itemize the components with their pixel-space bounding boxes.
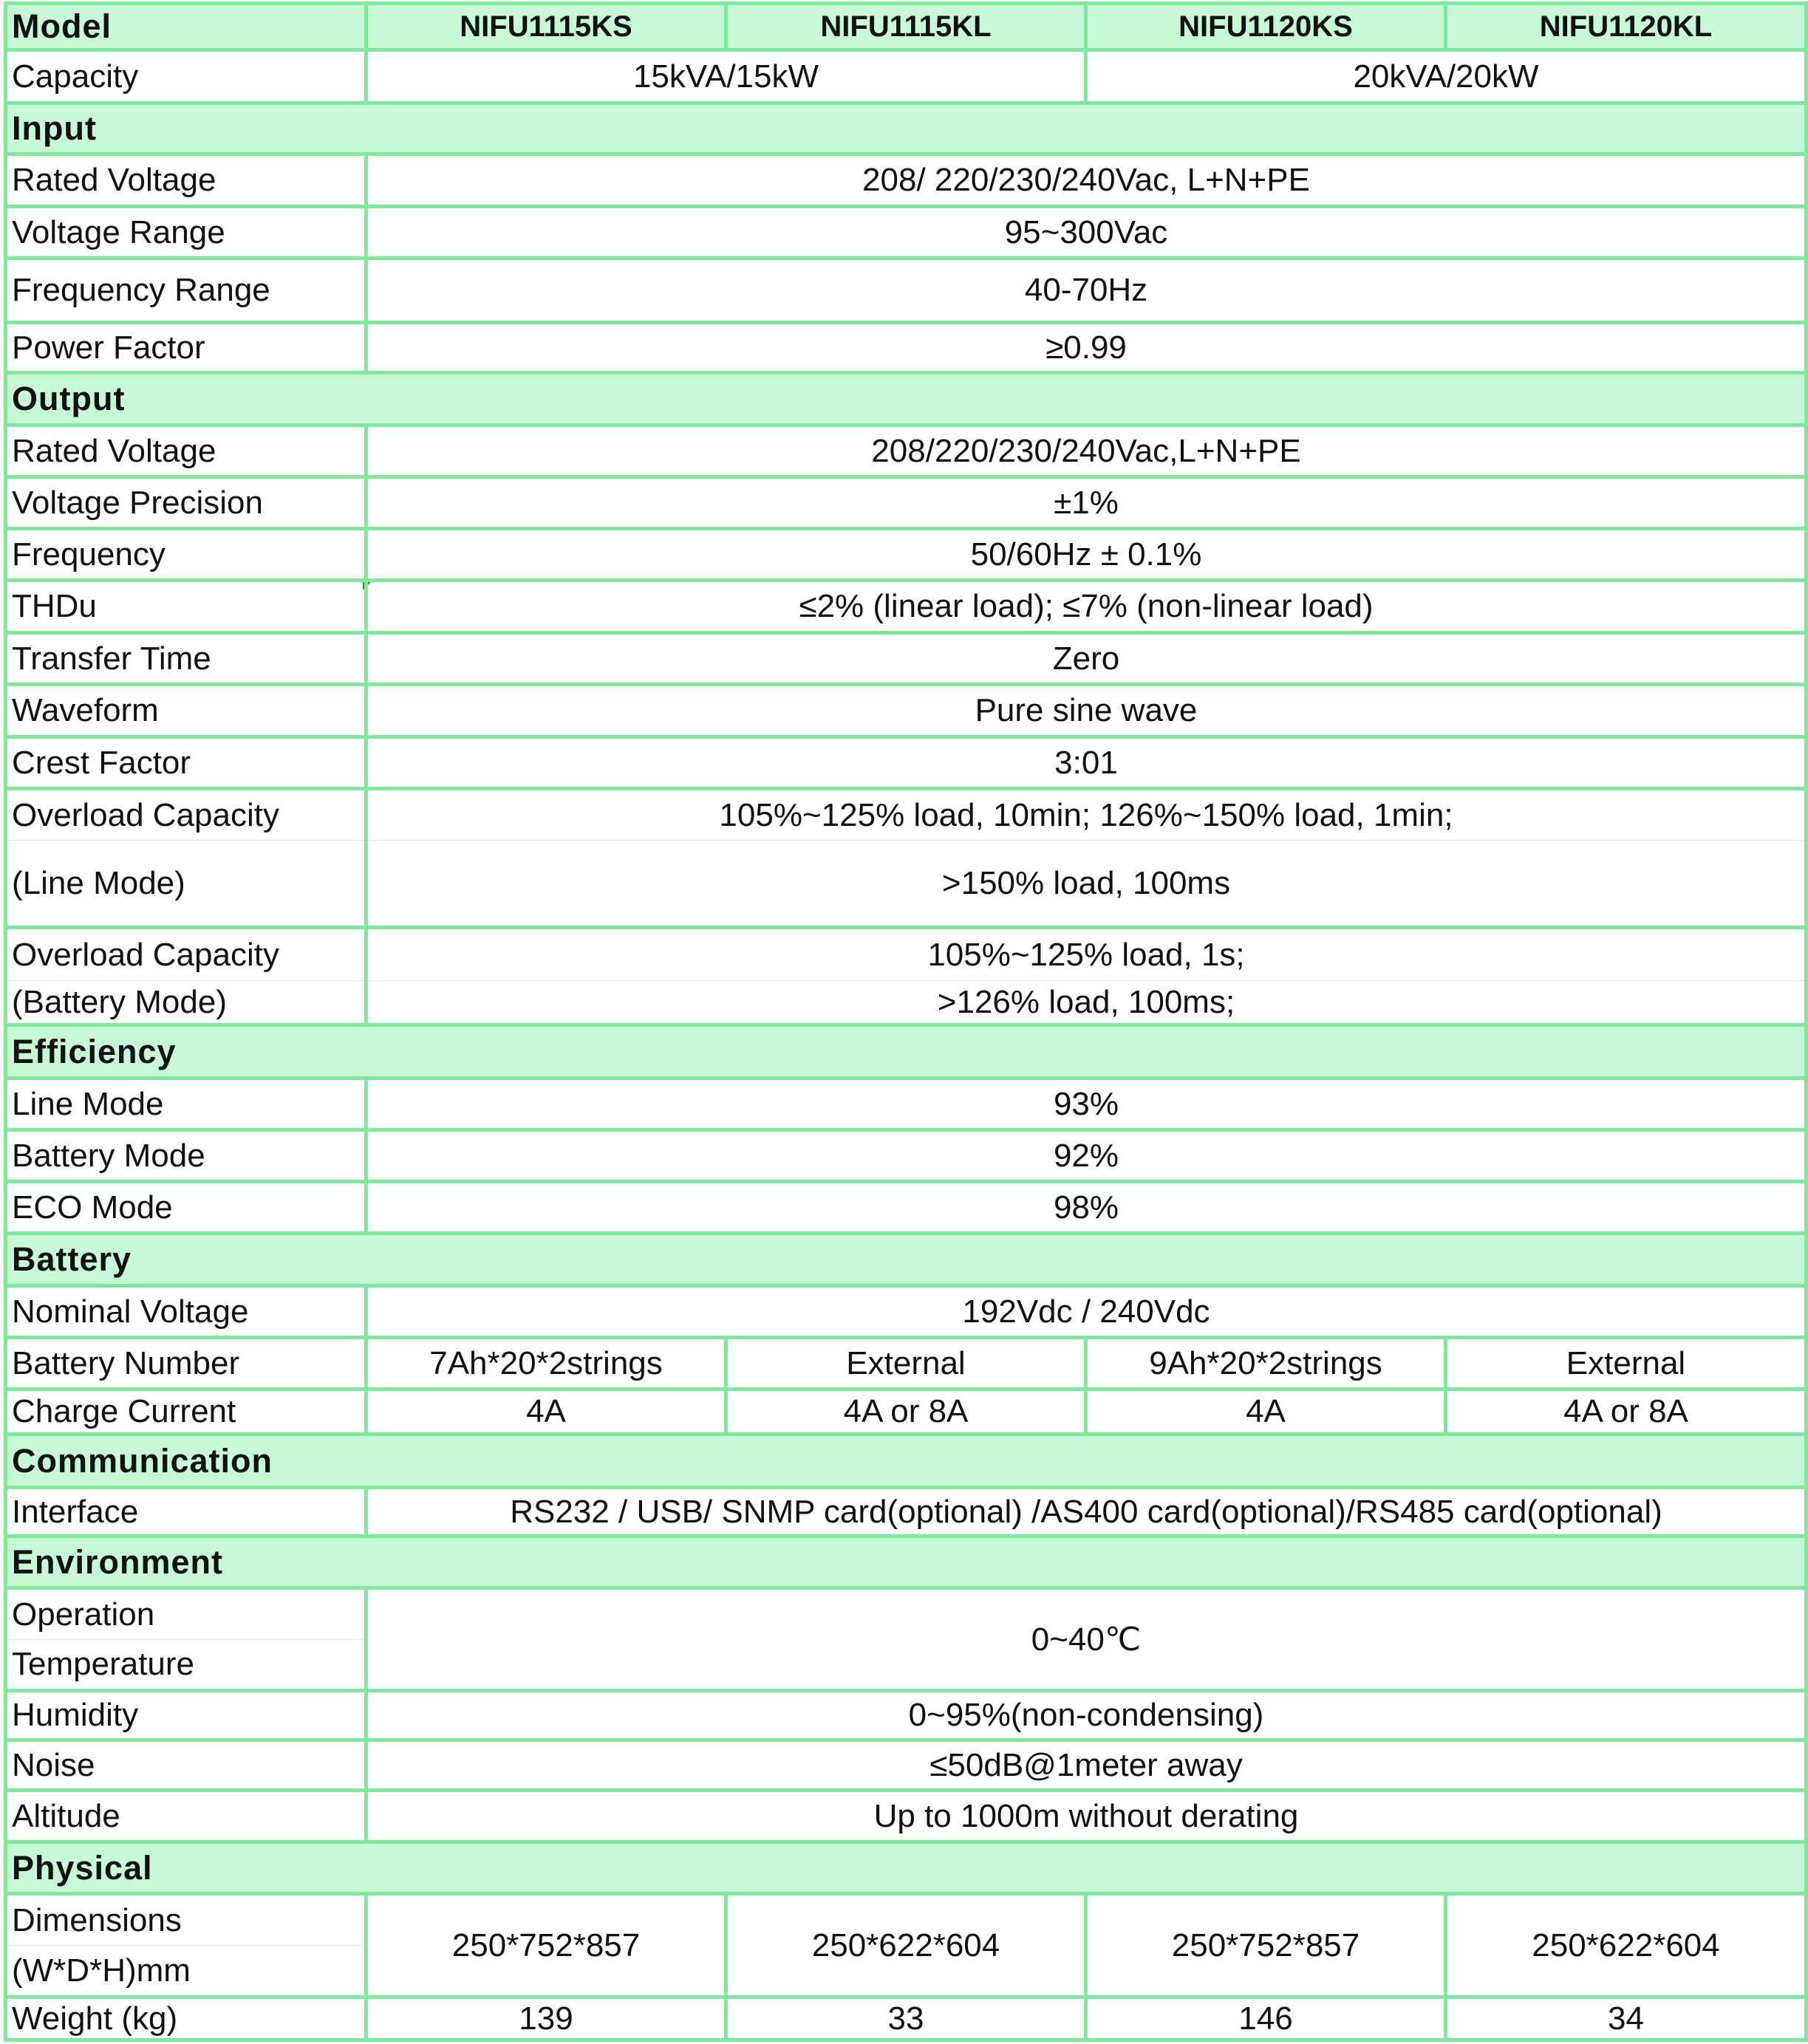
spec-table (4, 1, 1808, 2042)
row-label: Waveform (6, 685, 366, 737)
row-label: Voltage Precision (6, 477, 366, 529)
row-value: ±1% (366, 477, 1807, 529)
row-value: 98% (366, 1182, 1807, 1234)
row-label: Battery Number (6, 1338, 366, 1390)
row-value: RS232 / USB/ SNMP card(optional) /AS400 card(optional)/RS485 card(optional) (366, 1488, 1807, 1537)
model-header-row (6, 4, 1807, 50)
row-value: 208/ 220/230/240Vac, L+N+PE (366, 154, 1807, 207)
row-value: Pure sine wave (366, 685, 1807, 737)
row-value: 4A or 8A (1446, 1390, 1807, 1435)
spec-row (6, 529, 1807, 581)
row-value: 40-70Hz (366, 259, 1807, 323)
row-value: ≥0.99 (366, 323, 1807, 373)
row-label: Nominal Voltage (6, 1286, 366, 1338)
row-value: 250*622*604 (1446, 1894, 1807, 1997)
row-label: Dimensions (6, 1894, 366, 1946)
row-value: 105%~125% load, 10min; 126%~150% load, 1min; (366, 789, 1807, 841)
row-value: Zero (366, 633, 1807, 685)
spec-row (6, 581, 1807, 633)
row-label: Line Mode (6, 1079, 366, 1130)
row-label: Voltage Range (6, 207, 366, 259)
model-name: NIFU1115KS (366, 4, 726, 50)
spec-row (6, 154, 1807, 207)
row-label: Rated Voltage (6, 154, 366, 207)
row-value: Up to 1000m without derating (366, 1791, 1807, 1842)
spec-row (6, 323, 1807, 373)
row-label: Overload Capacity (6, 928, 366, 981)
spec-row (6, 477, 1807, 529)
spec-row (6, 981, 1807, 1025)
row-label: (Battery Mode) (6, 981, 366, 1025)
spec-row (6, 1791, 1807, 1842)
spec-row (6, 1691, 1807, 1740)
spec-row (6, 633, 1807, 685)
row-label: THDu (6, 581, 366, 633)
row-label: Crest Factor (6, 737, 366, 789)
row-value: 139 (366, 1997, 726, 2040)
row-value: >150% load, 100ms (366, 841, 1807, 928)
row-value: 34 (1446, 1997, 1807, 2040)
row-value: ≤2% (linear load); ≤7% (non-linear load) (366, 581, 1807, 633)
row-label: Charge Current (6, 1390, 366, 1435)
capacity-row (6, 50, 1807, 103)
row-label: ECO Mode (6, 1182, 366, 1234)
section-header-efficiency (6, 1025, 1807, 1079)
spec-row (6, 1079, 1807, 1130)
section-title: Battery (6, 1234, 1807, 1286)
row-label: Frequency (6, 529, 366, 581)
spec-row (6, 1740, 1807, 1791)
row-value: 9Ah*20*2strings (1086, 1338, 1446, 1390)
row-label: Overload Capacity (6, 789, 366, 841)
row-value: 250*752*857 (1086, 1894, 1446, 1997)
row-value: 4A (366, 1390, 726, 1435)
section-header-communication (6, 1435, 1807, 1488)
spec-row (6, 1130, 1807, 1182)
row-label: Interface (6, 1488, 366, 1537)
row-value: >126% load, 100ms; (366, 981, 1807, 1025)
row-value: 0~40℃ (366, 1588, 1807, 1691)
section-header-environment (6, 1537, 1807, 1588)
row-label: Weight (kg) (6, 1997, 366, 2040)
row-value: 4A (1086, 1390, 1446, 1435)
row-label: Humidity (6, 1691, 366, 1740)
row-value: 95~300Vac (366, 207, 1807, 259)
capacity-15-value: 15kVA/15kW (366, 50, 1086, 103)
spec-row (6, 1488, 1807, 1537)
section-header-input (6, 103, 1807, 154)
section-title: Physical (6, 1842, 1807, 1894)
model-label: Model (6, 4, 366, 50)
row-label: Frequency Range (6, 259, 366, 323)
row-value: 7Ah*20*2strings (366, 1338, 726, 1390)
model-name: NIFU1120KS (1086, 4, 1446, 50)
row-label: Capacity (6, 50, 366, 103)
spec-row (6, 841, 1807, 928)
row-value: 146 (1086, 1997, 1446, 2040)
model-name: NIFU1115KL (726, 4, 1086, 50)
spec-row (6, 685, 1807, 737)
capacity-20-value: 20kVA/20kW (1086, 50, 1807, 103)
spec-row (6, 1390, 1807, 1435)
row-label: Operation (6, 1588, 366, 1640)
row-label: Power Factor (6, 323, 366, 373)
model-name: NIFU1120KL (1446, 4, 1807, 50)
row-value: 93% (366, 1079, 1807, 1130)
spec-row (6, 1997, 1807, 2040)
row-value: 105%~125% load, 1s; (366, 928, 1807, 981)
row-value: 208/220/230/240Vac,L+N+PE (366, 425, 1807, 477)
spec-row (6, 737, 1807, 789)
row-value: ≤50dB@1meter away (366, 1740, 1807, 1791)
row-value: 192Vdc / 240Vdc (366, 1286, 1807, 1338)
section-header-output (6, 373, 1807, 425)
row-value: 92% (366, 1130, 1807, 1182)
row-label: Temperature (6, 1640, 366, 1691)
row-label: Transfer Time (6, 633, 366, 685)
row-value: 33 (726, 1997, 1086, 2040)
section-title: Communication (6, 1435, 1807, 1488)
spec-row (6, 1338, 1807, 1390)
row-label: Rated Voltage (6, 425, 366, 477)
row-value: 250*752*857 (366, 1894, 726, 1997)
section-header-battery (6, 1234, 1807, 1286)
row-label: (Line Mode) (6, 841, 366, 928)
spec-row (6, 1588, 1807, 1640)
row-label: Battery Mode (6, 1130, 366, 1182)
row-value: 4A or 8A (726, 1390, 1086, 1435)
spec-row (6, 207, 1807, 259)
spec-row (6, 259, 1807, 323)
row-label: Altitude (6, 1791, 366, 1842)
section-header-physical (6, 1842, 1807, 1894)
section-title: Input (6, 103, 1807, 154)
spec-row (6, 928, 1807, 981)
section-title: Efficiency (6, 1025, 1807, 1079)
section-title: Output (6, 373, 1807, 425)
spec-row (6, 1182, 1807, 1234)
spec-row (6, 789, 1807, 841)
row-value: 3:01 (366, 737, 1807, 789)
row-value: 50/60Hz ± 0.1% (366, 529, 1807, 581)
row-value: External (1446, 1338, 1807, 1390)
spec-row (6, 1894, 1807, 1946)
row-value: 0~95%(non-condensing) (366, 1691, 1807, 1740)
row-value: External (726, 1338, 1086, 1390)
spec-row (6, 425, 1807, 477)
row-value: 250*622*604 (726, 1894, 1086, 1997)
spec-row (6, 1286, 1807, 1338)
section-title: Environment (6, 1537, 1807, 1588)
row-label: Noise (6, 1740, 366, 1791)
row-label: (W*D*H)mm (6, 1946, 366, 1997)
